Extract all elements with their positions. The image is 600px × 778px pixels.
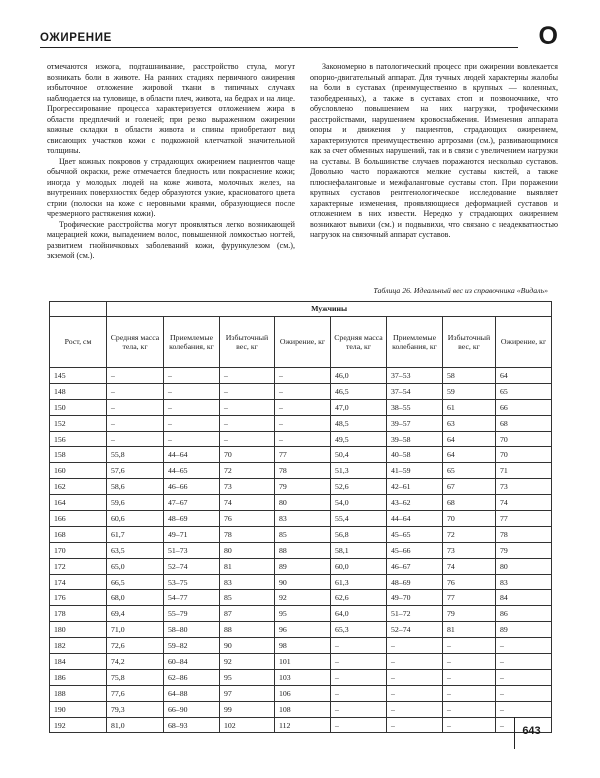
table-cell: 85 xyxy=(275,526,331,542)
table-cell: 172 xyxy=(50,558,107,574)
table-cell: 39–58 xyxy=(387,431,443,447)
table-cell: – xyxy=(387,654,443,670)
table-cell: 71,0 xyxy=(107,622,164,638)
table-cell: 39–57 xyxy=(387,415,443,431)
table-cell: – xyxy=(220,399,275,415)
table-cell: 97 xyxy=(220,685,275,701)
table-cell: 62–86 xyxy=(164,669,220,685)
table-cell: – xyxy=(496,638,552,654)
group-header: Мужчины xyxy=(107,302,552,317)
column-header-row xyxy=(50,317,552,368)
table-cell: 72 xyxy=(220,463,275,479)
column-header: Приемлемые колебания, кг xyxy=(164,317,220,368)
table-cell: 66,5 xyxy=(107,574,164,590)
page-number-box xyxy=(514,724,549,740)
table-cell: 63,5 xyxy=(107,542,164,558)
table-cell: 44–65 xyxy=(164,463,220,479)
table-cell: 67 xyxy=(443,479,496,495)
table-cell: – xyxy=(107,368,164,384)
column-header: Ожирение, кг xyxy=(275,317,331,368)
table-cell: 48–69 xyxy=(164,511,220,527)
section-letter: О xyxy=(538,22,558,50)
table-cell: 74 xyxy=(496,495,552,511)
table-cell: 49,5 xyxy=(331,431,387,447)
table-cell: 50,4 xyxy=(331,447,387,463)
table-cell: 74 xyxy=(220,495,275,511)
table-cell: 70 xyxy=(496,431,552,447)
table-cell: – xyxy=(443,717,496,733)
table-cell: 64 xyxy=(496,368,552,384)
table-cell: 96 xyxy=(275,622,331,638)
table-cell: – xyxy=(275,399,331,415)
column-header: Ожирение, кг xyxy=(496,317,552,368)
table-cell: – xyxy=(107,399,164,415)
table-cell: 65 xyxy=(496,383,552,399)
table-cell: – xyxy=(107,383,164,399)
table-cell: 89 xyxy=(275,558,331,574)
table-cell: 66–90 xyxy=(164,701,220,717)
table-cell: 57,6 xyxy=(107,463,164,479)
table-cell: 98 xyxy=(275,638,331,654)
table-cell: – xyxy=(331,717,387,733)
table-cell: 88 xyxy=(275,542,331,558)
table-cell: 52,6 xyxy=(331,479,387,495)
table-cell: 77,6 xyxy=(107,685,164,701)
table-cell: – xyxy=(164,368,220,384)
table-cell: – xyxy=(443,654,496,670)
paragraph: Трофические расстройства могут проявляться легко возникающей мацерацией кожи, выпадением волос, повышенной ломкостью ногтей, развитием гнойничковых заболеваний кожи, фурункулезом (см.), экземой (см.). xyxy=(47,219,295,260)
table-cell: 46,5 xyxy=(331,383,387,399)
table-cell: 49–70 xyxy=(387,590,443,606)
table-cell: 46,0 xyxy=(331,368,387,384)
table-row xyxy=(50,717,552,733)
table-cell: 106 xyxy=(275,685,331,701)
table-cell: 55,8 xyxy=(107,447,164,463)
paragraph: Цвет кожных покровов у страдающих ожирением пациентов чаще обычной окраски, реже отмечается бледность или покраснение кожи; иногда у молодых людей на коже живота, молочных желез, на внутренних поверхностях бедер образуются узкие, красноватого цвета стрии (полоски на коже с неровными краями, образующиеся после чрезмерного растяжения кожи). xyxy=(47,156,295,218)
table-cell: 43–62 xyxy=(387,495,443,511)
table-row xyxy=(50,463,552,479)
table-cell: – xyxy=(107,431,164,447)
table-cell: 64–88 xyxy=(164,685,220,701)
table-cell: 61,3 xyxy=(331,574,387,590)
column-header: Избыточный вес, кг xyxy=(443,317,496,368)
table-cell: 37–54 xyxy=(387,383,443,399)
table-cell: 68,0 xyxy=(107,590,164,606)
table-caption: Таблица 26. Идеальный вес из справочника «Видаль» xyxy=(373,286,548,295)
table-cell: 46–67 xyxy=(387,558,443,574)
table-cell: – xyxy=(275,431,331,447)
table-cell: 60,0 xyxy=(331,558,387,574)
table-cell: 66 xyxy=(496,399,552,415)
table-row xyxy=(50,558,552,574)
table-cell: 92 xyxy=(220,654,275,670)
table-cell: 49–71 xyxy=(164,526,220,542)
column-header: Средняя масса тела, кг xyxy=(331,317,387,368)
table-cell: 74 xyxy=(443,558,496,574)
table-cell: 148 xyxy=(50,383,107,399)
table-cell: 41–59 xyxy=(387,463,443,479)
section-title: ОЖИРЕНИЕ xyxy=(40,32,112,44)
table-cell: 176 xyxy=(50,590,107,606)
table-cell: – xyxy=(443,685,496,701)
table-cell: – xyxy=(220,431,275,447)
table-cell: 45–66 xyxy=(387,542,443,558)
table-row xyxy=(50,685,552,701)
table-cell: 78 xyxy=(220,526,275,542)
table-cell: 40–58 xyxy=(387,447,443,463)
table-cell: – xyxy=(387,701,443,717)
table-corner xyxy=(50,302,107,317)
table-cell: 58 xyxy=(443,368,496,384)
table-cell: 52–74 xyxy=(387,622,443,638)
table-cell: 85 xyxy=(220,590,275,606)
table-cell: 88 xyxy=(220,622,275,638)
table-cell: 68 xyxy=(496,415,552,431)
table-row xyxy=(50,447,552,463)
table-cell: 47,0 xyxy=(331,399,387,415)
table-cell: 44–64 xyxy=(164,447,220,463)
table-row xyxy=(50,415,552,431)
table-cell: 79 xyxy=(443,606,496,622)
table-cell: 55,4 xyxy=(331,511,387,527)
table-cell: 54–77 xyxy=(164,590,220,606)
table-cell: – xyxy=(496,669,552,685)
table-cell: – xyxy=(275,415,331,431)
left-column xyxy=(47,62,295,262)
table-cell: 46–66 xyxy=(164,479,220,495)
table-cell: 62,6 xyxy=(331,590,387,606)
table-cell: 51–73 xyxy=(164,542,220,558)
table-cell: 60–84 xyxy=(164,654,220,670)
table-cell: – xyxy=(443,701,496,717)
table-cell: 182 xyxy=(50,638,107,654)
table-cell: 44–64 xyxy=(387,511,443,527)
table-cell: 79,3 xyxy=(107,701,164,717)
table-cell: 95 xyxy=(220,669,275,685)
table-cell: 83 xyxy=(220,574,275,590)
table-cell: 86 xyxy=(496,606,552,622)
table-cell: 59 xyxy=(443,383,496,399)
table-cell: 51,3 xyxy=(331,463,387,479)
table-cell: 42–61 xyxy=(387,479,443,495)
table-row xyxy=(50,542,552,558)
table-cell: 54,0 xyxy=(331,495,387,511)
table-cell: – xyxy=(331,654,387,670)
table-row xyxy=(50,383,552,399)
table-cell: 73 xyxy=(443,542,496,558)
table-cell: 80 xyxy=(275,495,331,511)
table-cell: 58–80 xyxy=(164,622,220,638)
table-cell: 90 xyxy=(220,638,275,654)
table-cell: – xyxy=(275,383,331,399)
table-cell: 87 xyxy=(220,606,275,622)
table-cell: 89 xyxy=(496,622,552,638)
table-cell: 90 xyxy=(275,574,331,590)
table-cell: 51–72 xyxy=(387,606,443,622)
table-cell: 56,8 xyxy=(331,526,387,542)
table-row xyxy=(50,526,552,542)
table-row xyxy=(50,495,552,511)
table-cell: – xyxy=(387,669,443,685)
table-cell: 186 xyxy=(50,669,107,685)
ideal-weight-table xyxy=(49,301,552,733)
table-cell: 170 xyxy=(50,542,107,558)
table-cell: 188 xyxy=(50,685,107,701)
table-cell: 178 xyxy=(50,606,107,622)
table-cell: 65 xyxy=(443,463,496,479)
table-row xyxy=(50,511,552,527)
table-cell: 192 xyxy=(50,717,107,733)
table-cell: 63 xyxy=(443,415,496,431)
table-cell: 112 xyxy=(275,717,331,733)
table-row xyxy=(50,654,552,670)
table-cell: 59,6 xyxy=(107,495,164,511)
table-cell: 72,6 xyxy=(107,638,164,654)
table-cell: 76 xyxy=(220,511,275,527)
table-cell: 58,6 xyxy=(107,479,164,495)
table-cell: 156 xyxy=(50,431,107,447)
table-row xyxy=(50,479,552,495)
table-cell: 70 xyxy=(496,447,552,463)
table-cell: 60,6 xyxy=(107,511,164,527)
table-cell: 79 xyxy=(275,479,331,495)
table-cell: 68–93 xyxy=(164,717,220,733)
table-cell: 83 xyxy=(496,574,552,590)
table-cell: – xyxy=(387,717,443,733)
body-text xyxy=(40,62,560,282)
table-cell: 95 xyxy=(275,606,331,622)
table-cell: – xyxy=(387,685,443,701)
table-cell: 75,8 xyxy=(107,669,164,685)
table-cell: – xyxy=(496,685,552,701)
right-column xyxy=(310,62,558,241)
table-cell: 64,0 xyxy=(331,606,387,622)
table-cell: 81 xyxy=(220,558,275,574)
table-cell: 184 xyxy=(50,654,107,670)
table-cell: 76 xyxy=(443,574,496,590)
table-cell: 70 xyxy=(220,447,275,463)
table-cell: 180 xyxy=(50,622,107,638)
table-cell: 166 xyxy=(50,511,107,527)
table-cell: 83 xyxy=(275,511,331,527)
table-cell: 101 xyxy=(275,654,331,670)
table-cell: 52–74 xyxy=(164,558,220,574)
table-row xyxy=(50,368,552,384)
table-cell: – xyxy=(164,383,220,399)
table-cell: 38–55 xyxy=(387,399,443,415)
table-cell: 103 xyxy=(275,669,331,685)
table-cell: 168 xyxy=(50,526,107,542)
table-cell: – xyxy=(220,383,275,399)
table-cell: – xyxy=(107,415,164,431)
table-row xyxy=(50,431,552,447)
table-cell: – xyxy=(164,431,220,447)
table-row xyxy=(50,606,552,622)
table-cell: 78 xyxy=(275,463,331,479)
paragraph: отмечаются изжога, подташнивание, расстройство стула, могут возникать боли в животе. На ранних стадиях первичного ожирения избыточное отложение жировой ткани в типичных случаях наблюдается на туловище, в области плеч, живота, на бедрах и на лице. Прогрессирование процесса характеризуется отложением жира в области предплечий и голеней; при резко выраженном ожирении кожные складки в области живота и спины приобретают вид свисающих участков кожи с подкожной клетчаткой значительной толщины. xyxy=(47,62,295,155)
table-cell: 65,3 xyxy=(331,622,387,638)
table-cell: 174 xyxy=(50,574,107,590)
table-cell: 150 xyxy=(50,399,107,415)
table-cell: 78 xyxy=(496,526,552,542)
table-cell: – xyxy=(496,654,552,670)
table-cell: – xyxy=(220,368,275,384)
table-row xyxy=(50,701,552,717)
table-cell: 81 xyxy=(443,622,496,638)
table-cell: 70 xyxy=(443,511,496,527)
table-cell: 58,1 xyxy=(331,542,387,558)
table-cell: – xyxy=(164,415,220,431)
paragraph: Закономерно в патологический процесс при ожирении вовлекается опорно-двигательный аппарат. Для тучных людей характерны жалобы на боли в суставах (преимущественно в крупных — коленных, тазобедренных), а также в суставах стоп и позвоночнике, что обусловлено повышением на них нагрузки, трофическими расстройствами, нарушением кровоснабжения. Изменения аппарата опоры и движения у пациентов, страдающих ожирением, характеризуются преимущественно артрозами (см.), развивающимися как за счет обменных нарушений, так и в связи с увеличением нагрузки на суставы. В большинстве случаев поражаются несколько суставов. Довольно часто поражаются мелкие суставы кистей, а также плюснефаланговые и межфаланговые суставы стоп. При поражении крупных суставов рентгенологическое исследование выявляет характерные изменения, проявляющиеся деформацией суставов и отложением в них извести. Нередко у страдающих ожирением возникают вывихи (см.) и подвывихи, что связано с неадекватностью нагрузок на связочный аппарат суставов. xyxy=(310,62,558,239)
table-cell: 61 xyxy=(443,399,496,415)
table-cell: – xyxy=(387,638,443,654)
table-row xyxy=(50,622,552,638)
table-cell: 80 xyxy=(220,542,275,558)
table-cell: – xyxy=(331,685,387,701)
table-cell: 77 xyxy=(496,511,552,527)
table-cell: – xyxy=(164,399,220,415)
table-cell: – xyxy=(220,415,275,431)
table-body xyxy=(50,368,552,733)
table-cell: 68 xyxy=(443,495,496,511)
table-cell: 47–67 xyxy=(164,495,220,511)
table-cell: 61,7 xyxy=(107,526,164,542)
table-cell: 92 xyxy=(275,590,331,606)
table-cell: – xyxy=(331,638,387,654)
table-row xyxy=(50,638,552,654)
table-cell: 102 xyxy=(220,717,275,733)
table-cell: – xyxy=(331,669,387,685)
table-cell: 145 xyxy=(50,368,107,384)
table-cell: 79 xyxy=(496,542,552,558)
table-cell: 164 xyxy=(50,495,107,511)
table-cell: 77 xyxy=(275,447,331,463)
table-cell: – xyxy=(496,701,552,717)
header-rule xyxy=(40,47,518,48)
table-cell: 77 xyxy=(443,590,496,606)
table-cell: – xyxy=(443,669,496,685)
column-header: Средняя масса тела, кг xyxy=(107,317,164,368)
table-cell: – xyxy=(496,717,552,733)
table-cell: 73 xyxy=(220,479,275,495)
table-cell: 74,2 xyxy=(107,654,164,670)
table-cell: 48–69 xyxy=(387,574,443,590)
table-row xyxy=(50,574,552,590)
table-cell: 158 xyxy=(50,447,107,463)
table-cell: 190 xyxy=(50,701,107,717)
column-header: Избыточный вес, кг xyxy=(220,317,275,368)
table-cell: 65,0 xyxy=(107,558,164,574)
table-cell: 80 xyxy=(496,558,552,574)
table-cell: – xyxy=(275,368,331,384)
table-cell: 73 xyxy=(496,479,552,495)
table-cell: 84 xyxy=(496,590,552,606)
table-cell: – xyxy=(443,638,496,654)
table-cell: 64 xyxy=(443,431,496,447)
table-row xyxy=(50,399,552,415)
table-cell: 152 xyxy=(50,415,107,431)
table-cell: 69,4 xyxy=(107,606,164,622)
table-row xyxy=(50,590,552,606)
table-cell: 72 xyxy=(443,526,496,542)
table-cell: 64 xyxy=(443,447,496,463)
table-cell: 37–53 xyxy=(387,368,443,384)
table-cell: 59–82 xyxy=(164,638,220,654)
page-number: 643 xyxy=(522,725,541,737)
table-cell: – xyxy=(331,701,387,717)
column-header: Приемлемые колебания, кг xyxy=(387,317,443,368)
table-cell: 160 xyxy=(50,463,107,479)
table-cell: 53–75 xyxy=(164,574,220,590)
table-cell: 45–65 xyxy=(387,526,443,542)
table-cell: 71 xyxy=(496,463,552,479)
table-cell: 99 xyxy=(220,701,275,717)
table-cell: 48,5 xyxy=(331,415,387,431)
table-cell: 81,0 xyxy=(107,717,164,733)
table-cell: 55–79 xyxy=(164,606,220,622)
table-cell: 162 xyxy=(50,479,107,495)
table-row xyxy=(50,669,552,685)
table-cell: 108 xyxy=(275,701,331,717)
column-header: Рост, см xyxy=(50,317,107,368)
